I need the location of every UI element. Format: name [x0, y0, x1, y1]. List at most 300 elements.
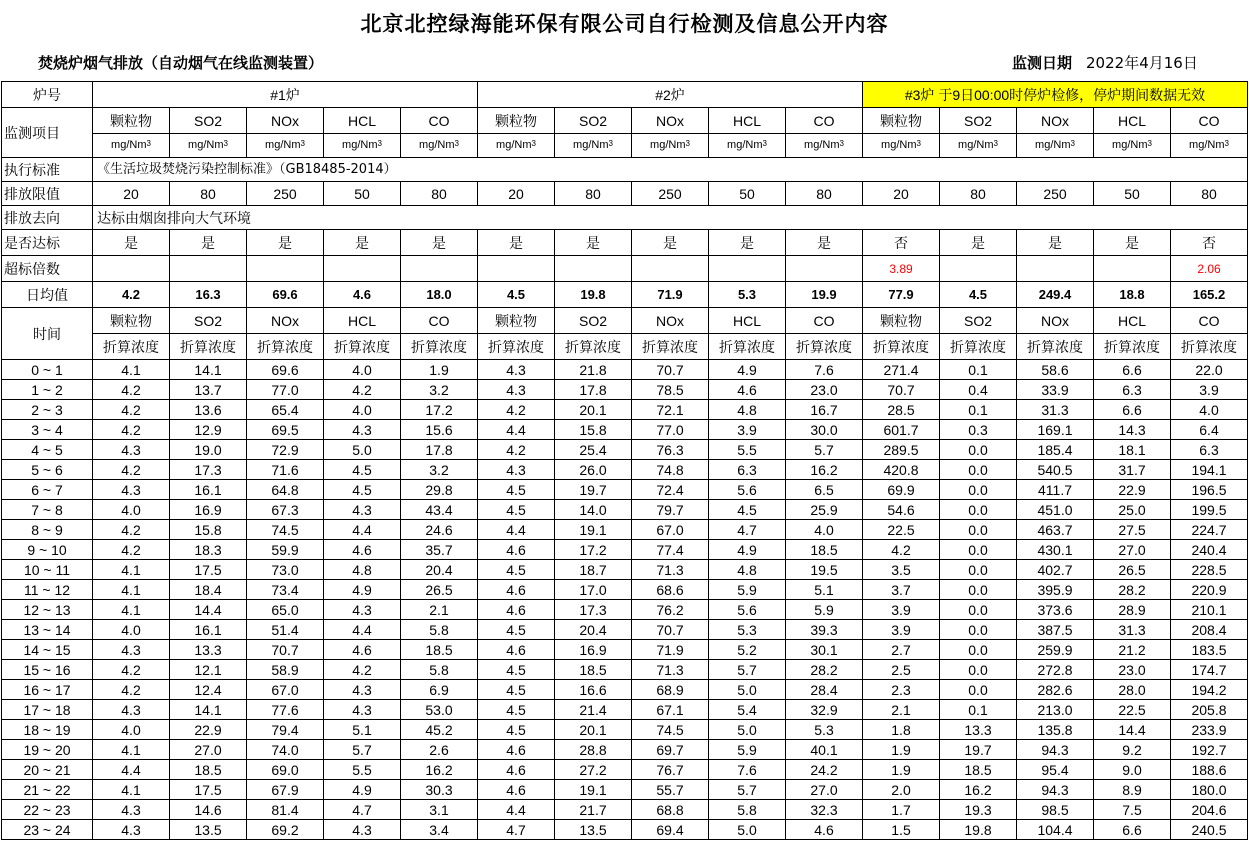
hourly-value: 6.3: [1171, 440, 1248, 460]
hourly-value: 196.5: [1171, 480, 1248, 500]
hourly-value: 411.7: [1017, 480, 1094, 500]
hourly-value: 5.7: [709, 660, 786, 680]
unit-base: mg/Nm: [496, 139, 532, 151]
table-row: [2, 740, 1248, 760]
hourly-value: 204.6: [1171, 800, 1248, 820]
hourly-value: 31.3: [1094, 620, 1171, 640]
hourly-value: 2.1: [863, 700, 940, 720]
conc-label-row: [2, 334, 1248, 360]
table-row: [2, 700, 1248, 720]
unit-superscript: 3: [300, 139, 305, 148]
limit-value: 80: [170, 182, 247, 206]
item-header: CO: [786, 108, 863, 134]
unit-base: mg/Nm: [958, 139, 994, 151]
hourly-value: 5.8: [401, 660, 478, 680]
hourly-value: 77.6: [247, 700, 324, 720]
hourly-value: 16.2: [786, 460, 863, 480]
unit-superscript: 3: [1224, 139, 1229, 148]
hourly-value: 70.7: [632, 620, 709, 640]
hourly-value: 72.4: [632, 480, 709, 500]
unit-superscript: 3: [377, 139, 382, 148]
table-row: [2, 620, 1248, 640]
hourly-value: 402.7: [1017, 560, 1094, 580]
unit-superscript: 3: [1070, 139, 1075, 148]
hourly-value: 17.0: [555, 580, 632, 600]
hourly-value: 25.0: [1094, 500, 1171, 520]
compliance-value: 是: [1094, 230, 1171, 256]
daily-avg-value: 19.9: [786, 282, 863, 308]
hourly-value: 16.1: [170, 480, 247, 500]
hourly-value: 21.7: [555, 800, 632, 820]
hourly-value: 430.1: [1017, 540, 1094, 560]
hourly-value: 16.2: [940, 780, 1017, 800]
hourly-value: 0.1: [940, 700, 1017, 720]
time-range: 18 ~ 19: [2, 720, 93, 740]
compliance-value: 是: [93, 230, 170, 256]
hourly-value: 4.9: [324, 780, 401, 800]
hourly-item-header: HCL: [709, 308, 786, 334]
standard-text: 《生活垃圾焚烧污染控制标准》（GB18485-2014）: [93, 158, 1248, 182]
time-range: 8 ~ 9: [2, 520, 93, 540]
hourly-value: 5.7: [786, 440, 863, 460]
hourly-value: 54.6: [863, 500, 940, 520]
hourly-value: 67.0: [632, 520, 709, 540]
hourly-value: 4.3: [93, 800, 170, 820]
unit-base: mg/Nm: [1035, 139, 1071, 151]
compliance-value: 是: [170, 230, 247, 256]
unit-superscript: 3: [916, 139, 921, 148]
hourly-value: 58.6: [1017, 360, 1094, 380]
hourly-value: 14.4: [1094, 720, 1171, 740]
compliance-label: 是否达标: [2, 230, 93, 256]
hourly-value: 28.9: [1094, 600, 1171, 620]
hourly-value: 12.1: [170, 660, 247, 680]
hourly-value: 67.1: [632, 700, 709, 720]
hourly-value: 12.4: [170, 680, 247, 700]
hourly-value: 5.2: [709, 640, 786, 660]
hourly-value: 14.6: [170, 800, 247, 820]
hourly-value: 135.8: [1017, 720, 1094, 740]
hourly-value: 17.8: [555, 380, 632, 400]
conc-label: 折算浓度: [478, 334, 555, 360]
hourly-value: 210.1: [1171, 600, 1248, 620]
hourly-value: 40.1: [786, 740, 863, 760]
hourly-value: 51.4: [247, 620, 324, 640]
hourly-value: 25.9: [786, 500, 863, 520]
hourly-value: 77.0: [632, 420, 709, 440]
hourly-value: 26.0: [555, 460, 632, 480]
compliance-value: 是: [247, 230, 324, 256]
hourly-value: 199.5: [1171, 500, 1248, 520]
unit-cell: [170, 134, 247, 158]
unit-base: mg/Nm: [265, 139, 301, 151]
date-value: 2022年4月16日: [1086, 54, 1198, 72]
time-range: 9 ~ 10: [2, 540, 93, 560]
hourly-value: 4.5: [478, 700, 555, 720]
hourly-value: 3.5: [863, 560, 940, 580]
hourly-value: 282.6: [1017, 680, 1094, 700]
hourly-value: 601.7: [863, 420, 940, 440]
hourly-value: 4.0: [324, 400, 401, 420]
hourly-value: 0.0: [940, 580, 1017, 600]
hourly-value: 2.6: [401, 740, 478, 760]
conc-label: 折算浓度: [709, 334, 786, 360]
hourly-value: 4.6: [478, 780, 555, 800]
unit-cell: [247, 134, 324, 158]
conc-label: 折算浓度: [632, 334, 709, 360]
hourly-value: 74.8: [632, 460, 709, 480]
daily-avg-value: 16.3: [170, 282, 247, 308]
hourly-value: 24.2: [786, 760, 863, 780]
hourly-value: 31.7: [1094, 460, 1171, 480]
exceed-value: [247, 256, 324, 282]
hourly-value: 4.0: [93, 720, 170, 740]
hourly-value: 4.5: [478, 560, 555, 580]
hourly-value: 14.4: [170, 600, 247, 620]
time-range: 12 ~ 13: [2, 600, 93, 620]
daily-avg-value: 19.8: [555, 282, 632, 308]
table-row: [2, 520, 1248, 540]
hourly-value: 18.4: [170, 580, 247, 600]
daily-avg-value: 18.0: [401, 282, 478, 308]
unit-base: mg/Nm: [1112, 139, 1148, 151]
hourly-value: 22.9: [170, 720, 247, 740]
hourly-value: 33.9: [1017, 380, 1094, 400]
hourly-value: 7.5: [1094, 800, 1171, 820]
time-range: 21 ~ 22: [2, 780, 93, 800]
unit-base: mg/Nm: [1189, 139, 1225, 151]
destination-text: 达标由烟囱排向大气环境: [93, 206, 1248, 230]
hourly-value: 6.6: [1094, 400, 1171, 420]
hourly-value: 78.5: [632, 380, 709, 400]
hourly-value: 240.5: [1171, 820, 1248, 840]
hourly-value: 5.9: [709, 580, 786, 600]
time-range: 15 ~ 16: [2, 660, 93, 680]
hourly-value: 13.5: [555, 820, 632, 840]
hourly-value: 5.0: [709, 820, 786, 840]
hourly-value: 72.1: [632, 400, 709, 420]
unit-cell: [93, 134, 170, 158]
time-range: 20 ~ 21: [2, 760, 93, 780]
unit-base: mg/Nm: [650, 139, 686, 151]
unit-cell: [1171, 134, 1248, 158]
hourly-value: 28.0: [1094, 680, 1171, 700]
furnace-header-row: [2, 82, 1248, 108]
hourly-value: 0.0: [940, 620, 1017, 640]
hourly-value: 69.9: [863, 480, 940, 500]
time-range: 16 ~ 17: [2, 680, 93, 700]
table-subtitle: 焚烧炉烟气排放（自动烟气在线监测装置）: [38, 54, 324, 72]
hourly-value: 4.1: [93, 360, 170, 380]
exceed-value: [555, 256, 632, 282]
time-range: 7 ~ 8: [2, 500, 93, 520]
hourly-value: 5.8: [401, 620, 478, 640]
compliance-row: [2, 230, 1248, 256]
hourly-value: 4.3: [324, 420, 401, 440]
hourly-value: 3.7: [863, 580, 940, 600]
hourly-value: 19.7: [555, 480, 632, 500]
hourly-value: 540.5: [1017, 460, 1094, 480]
unit-cell: [709, 134, 786, 158]
hourly-value: 4.2: [93, 400, 170, 420]
time-range: 13 ~ 14: [2, 620, 93, 640]
hourly-value: 13.3: [170, 640, 247, 660]
hourly-value: 174.7: [1171, 660, 1248, 680]
daily-avg-value: 71.9: [632, 282, 709, 308]
hourly-value: 81.4: [247, 800, 324, 820]
hourly-value: 19.7: [940, 740, 1017, 760]
hourly-value: 0.0: [940, 660, 1017, 680]
hourly-value: 0.1: [940, 400, 1017, 420]
hourly-value: 0.0: [940, 520, 1017, 540]
hourly-value: 27.0: [1094, 540, 1171, 560]
table-row: [2, 820, 1248, 840]
hourly-value: 272.8: [1017, 660, 1094, 680]
hourly-value: 240.4: [1171, 540, 1248, 560]
exceed-value: 2.06: [1171, 256, 1248, 282]
hourly-value: 19.0: [170, 440, 247, 460]
hourly-value: 53.0: [401, 700, 478, 720]
hourly-value: 28.2: [786, 660, 863, 680]
hourly-value: 4.3: [478, 380, 555, 400]
daily-avg-value: 5.3: [709, 282, 786, 308]
hourly-value: 73.0: [247, 560, 324, 580]
hourly-value: 5.1: [786, 580, 863, 600]
hourly-value: 30.0: [786, 420, 863, 440]
exceed-value: [1094, 256, 1171, 282]
hourly-value: 3.2: [401, 460, 478, 480]
hourly-value: 4.2: [93, 680, 170, 700]
hourly-value: 0.1: [940, 360, 1017, 380]
hourly-value: 4.5: [709, 500, 786, 520]
hourly-value: 4.3: [93, 480, 170, 500]
hourly-value: 4.3: [93, 700, 170, 720]
hourly-value: 4.4: [478, 800, 555, 820]
table-row: [2, 580, 1248, 600]
hourly-value: 4.4: [324, 620, 401, 640]
hourly-value: 27.0: [786, 780, 863, 800]
hourly-value: 5.4: [709, 700, 786, 720]
hourly-value: 18.1: [1094, 440, 1171, 460]
furnace-no-label: 炉号: [2, 82, 93, 108]
hourly-value: 5.3: [709, 620, 786, 640]
hourly-value: 5.7: [324, 740, 401, 760]
hourly-value: 45.2: [401, 720, 478, 740]
time-range: 6 ~ 7: [2, 480, 93, 500]
hourly-value: 4.3: [324, 600, 401, 620]
hourly-value: 8.9: [1094, 780, 1171, 800]
hourly-value: 16.1: [170, 620, 247, 640]
unit-superscript: 3: [1147, 139, 1152, 148]
hourly-value: 4.7: [709, 520, 786, 540]
hourly-value: 3.9: [1171, 380, 1248, 400]
hourly-value: 0.3: [940, 420, 1017, 440]
hourly-value: 4.3: [324, 680, 401, 700]
hourly-value: 4.6: [478, 580, 555, 600]
hourly-value: 2.1: [401, 600, 478, 620]
hourly-value: 387.5: [1017, 620, 1094, 640]
hourly-value: 0.0: [940, 640, 1017, 660]
hourly-value: 0.0: [940, 680, 1017, 700]
hourly-value: 70.7: [863, 380, 940, 400]
hourly-value: 104.4: [1017, 820, 1094, 840]
hourly-value: 71.6: [247, 460, 324, 480]
hourly-value: 23.0: [1094, 660, 1171, 680]
hourly-value: 94.3: [1017, 740, 1094, 760]
hourly-value: 25.4: [555, 440, 632, 460]
compliance-value: 是: [555, 230, 632, 256]
hourly-value: 67.3: [247, 500, 324, 520]
hourly-value: 463.7: [1017, 520, 1094, 540]
compliance-value: 否: [863, 230, 940, 256]
hourly-value: 7.6: [709, 760, 786, 780]
hourly-value: 21.4: [555, 700, 632, 720]
time-range: 10 ~ 11: [2, 560, 93, 580]
limit-value: 80: [940, 182, 1017, 206]
unit-superscript: 3: [223, 139, 228, 148]
hourly-value: 4.6: [478, 740, 555, 760]
furnace-3-notice: #3炉 于9日00:00时停炉检修，停炉期间数据无效: [863, 82, 1248, 108]
hourly-value: 5.5: [324, 760, 401, 780]
hourly-value: 22.5: [1094, 700, 1171, 720]
hourly-value: 18.3: [170, 540, 247, 560]
exceed-value: [709, 256, 786, 282]
unit-base: mg/Nm: [727, 139, 763, 151]
hourly-value: 67.0: [247, 680, 324, 700]
exceed-value: [1017, 256, 1094, 282]
hourly-value: 13.7: [170, 380, 247, 400]
hourly-item-header: CO: [1171, 308, 1248, 334]
hourly-item-header: 颗粒物: [863, 308, 940, 334]
hourly-value: 71.3: [632, 660, 709, 680]
hourly-value: 185.4: [1017, 440, 1094, 460]
hourly-value: 5.9: [786, 600, 863, 620]
hourly-value: 18.5: [940, 760, 1017, 780]
limit-value: 80: [555, 182, 632, 206]
hourly-value: 0.0: [940, 480, 1017, 500]
hourly-item-header: CO: [786, 308, 863, 334]
unit-superscript: 3: [608, 139, 613, 148]
hourly-value: 27.2: [555, 760, 632, 780]
hourly-value: 55.7: [632, 780, 709, 800]
unit-superscript: 3: [993, 139, 998, 148]
unit-cell: [863, 134, 940, 158]
hourly-value: 20.1: [555, 400, 632, 420]
hourly-value: 12.9: [170, 420, 247, 440]
hourly-value: 395.9: [1017, 580, 1094, 600]
hourly-value: 17.5: [170, 560, 247, 580]
item-header: NOx: [632, 108, 709, 134]
time-range: 17 ~ 18: [2, 700, 93, 720]
hourly-value: 76.3: [632, 440, 709, 460]
hourly-value: 4.6: [478, 640, 555, 660]
unit-base: mg/Nm: [419, 139, 455, 151]
limit-value: 50: [709, 182, 786, 206]
exceed-value: [401, 256, 478, 282]
hourly-value: 192.7: [1171, 740, 1248, 760]
hourly-value: 4.3: [324, 820, 401, 840]
hourly-value: 39.3: [786, 620, 863, 640]
hourly-value: 31.3: [1017, 400, 1094, 420]
limit-row: [2, 182, 1248, 206]
unit-cell: [1017, 134, 1094, 158]
exceed-value: [940, 256, 1017, 282]
hourly-value: 4.6: [478, 540, 555, 560]
hourly-value: 4.2: [324, 380, 401, 400]
date-label: 监测日期: [1012, 54, 1073, 72]
hourly-item-header: SO2: [555, 308, 632, 334]
hourly-item-header: NOx: [247, 308, 324, 334]
hourly-value: 30.3: [401, 780, 478, 800]
hourly-value: 20.4: [555, 620, 632, 640]
conc-label: 折算浓度: [1017, 334, 1094, 360]
item-header: HCL: [1094, 108, 1171, 134]
hourly-item-header: CO: [401, 308, 478, 334]
time-range: 14 ~ 15: [2, 640, 93, 660]
hourly-value: 19.8: [940, 820, 1017, 840]
hourly-value: 3.9: [863, 620, 940, 640]
daily-avg-label: 日均值: [2, 282, 93, 308]
item-header: SO2: [940, 108, 1017, 134]
unit-superscript: 3: [762, 139, 767, 148]
unit-base: mg/Nm: [881, 139, 917, 151]
hourly-value: 32.3: [786, 800, 863, 820]
hourly-value: 5.3: [786, 720, 863, 740]
hourly-value: 0.0: [940, 460, 1017, 480]
hourly-value: 4.3: [478, 360, 555, 380]
hourly-value: 18.5: [555, 660, 632, 680]
compliance-value: 是: [324, 230, 401, 256]
table-row: [2, 600, 1248, 620]
limit-value: 250: [247, 182, 324, 206]
time-range: 2 ~ 3: [2, 400, 93, 420]
hourly-value: 71.3: [632, 560, 709, 580]
hourly-value: 0.4: [940, 380, 1017, 400]
hourly-value: 7.6: [786, 360, 863, 380]
hourly-value: 4.9: [709, 360, 786, 380]
hourly-value: 4.8: [709, 400, 786, 420]
hourly-value: 4.0: [324, 360, 401, 380]
hourly-value: 4.4: [478, 520, 555, 540]
hourly-value: 6.3: [1094, 380, 1171, 400]
item-header: CO: [401, 108, 478, 134]
hourly-value: 95.4: [1017, 760, 1094, 780]
conc-label: 折算浓度: [93, 334, 170, 360]
hourly-value: 76.7: [632, 760, 709, 780]
hourly-value: 1.8: [863, 720, 940, 740]
table-row: [2, 640, 1248, 660]
hourly-value: 1.9: [863, 760, 940, 780]
hourly-value: 18.5: [786, 540, 863, 560]
compliance-value: 否: [1171, 230, 1248, 256]
hourly-value: 5.6: [709, 480, 786, 500]
table-row: [2, 440, 1248, 460]
hourly-value: 4.0: [1171, 400, 1248, 420]
hourly-value: 2.3: [863, 680, 940, 700]
hourly-value: 3.1: [401, 800, 478, 820]
unit-base: mg/Nm: [804, 139, 840, 151]
exceed-value: [93, 256, 170, 282]
hourly-value: 98.5: [1017, 800, 1094, 820]
item-header: SO2: [555, 108, 632, 134]
table-row: [2, 800, 1248, 820]
hourly-value: 5.9: [709, 740, 786, 760]
compliance-value: 是: [1017, 230, 1094, 256]
hourly-value: 16.9: [170, 500, 247, 520]
hourly-value: 180.0: [1171, 780, 1248, 800]
unit-cell: [555, 134, 632, 158]
hourly-value: 194.1: [1171, 460, 1248, 480]
